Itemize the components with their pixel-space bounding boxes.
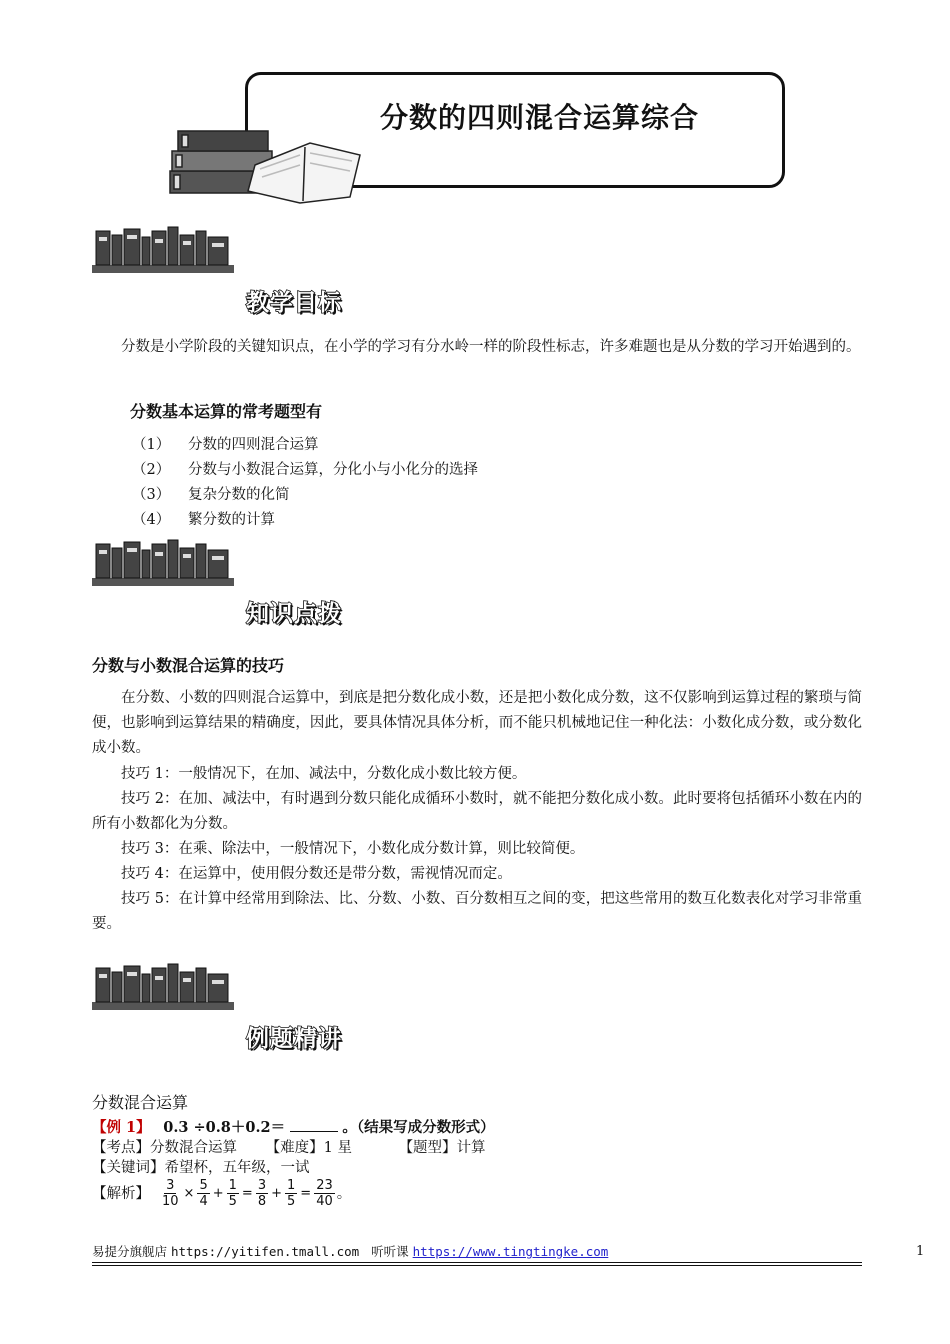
list-item: （1） 分数的四则混合运算 [132, 437, 319, 453]
bookshelf-icon [92, 538, 234, 586]
example-1-question: 【例 1】 0.3 ÷0.8＋0.2＝ 。（结果写成分数形式） [92, 1119, 495, 1136]
list-item: （2） 分数与小数混合运算，分化小与小化分的选择 [132, 462, 478, 478]
page-title: 分数的四则混合运算综合 [380, 101, 700, 134]
tip-3: 技巧 3：在乘、除法中，一般情况下，小数化成分数计算，则比较简便。 [121, 841, 585, 857]
example-1-solution: 【解析】 $\frac{3}{10}$ × $\frac{5}{4}$ + $\frac{1}{5}$ = $\frac{3}{8}$ + $\frac{1}{5}$ = $\frac{23}{40}$ 。 [92, 1178, 352, 1209]
goals-intro: 分数是小学阶段的关键知识点，在小学的学习有分水岭一样的阶段性标志，许多难题也是从分数的学习开始遇到的。 [121, 339, 861, 355]
tip-2: 技巧 2：在加、减法中，有时遇到分数只能化成循环小数时，就不能把分数化成小数。此时要将包括循环小数在内的所有小数都化为分数。 [92, 791, 862, 832]
footer-divider [92, 1262, 862, 1263]
list-item: （3） 复杂分数的化简 [132, 487, 290, 503]
example-1-meta: 【考点】分数混合运算 【难度】1 星 【题型】计算 [92, 1140, 486, 1156]
page-number: 1 [916, 1244, 925, 1259]
books-illustration [160, 125, 390, 205]
footer-course-link[interactable]: https://www.tingtingke.com [412, 1244, 609, 1259]
footer-divider [92, 1265, 862, 1266]
footer-course: 听听课 [371, 1244, 409, 1259]
footer-shop-url[interactable]: https://yitifen.tmall.com [171, 1244, 360, 1259]
tip-4: 技巧 4：在运算中，使用假分数还是带分数，需视情况而定。 [121, 866, 512, 882]
bookshelf-icon [92, 225, 234, 273]
list-item: （4） 繁分数的计算 [132, 512, 275, 528]
footer-shop: 易提分旗舰店 [92, 1244, 168, 1259]
knowledge-heading: 分数与小数混合运算的技巧 [92, 656, 285, 675]
bookshelf-icon [92, 962, 234, 1010]
knowledge-paragraph: 在分数、小数的四则混合运算中，到底是把分数化成小数，还是把小数化成分数，这不仅影响到运算过程的繁琐与简便，也影响到运算结果的精确度，因此，要具体情况具体分析，而不能只机械地记住一种化法：小数化成分数，或分数化成小数。 [92, 690, 862, 756]
tip-1: 技巧 1：一般情况下，在加、减法中，分数化成小数比较方便。 [121, 766, 527, 782]
section-title-knowledge: 知识点拨 [246, 601, 342, 627]
example-1-keywords: 【关键词】希望杯，五年级，一试 [92, 1160, 310, 1176]
tip-5: 技巧 5：在计算中经常用到除法、比、分数、小数、百分数相互之间的变，把这些常用的数互化数表化对学习非常重要。 [92, 891, 862, 932]
goals-subheading: 分数基本运算的常考题型有 [130, 402, 323, 421]
section-title-goals: 教学目标 [246, 290, 342, 316]
examples-heading: 分数混合运算 [92, 1093, 189, 1112]
footer [92, 1242, 608, 1260]
answer-blank[interactable] [290, 1117, 338, 1132]
section-title-examples: 例题精讲 [246, 1026, 342, 1052]
